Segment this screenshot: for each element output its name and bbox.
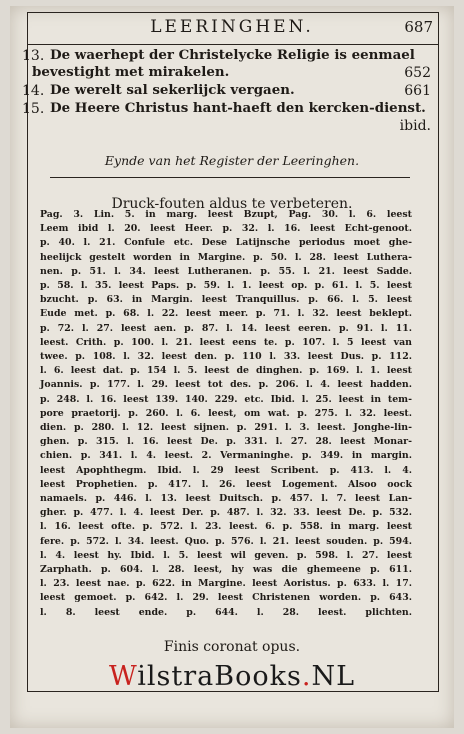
entry-text: De waerhept der Christelycke Religie is eenmael — [50, 47, 415, 63]
errata-line: twee. p. 108. l. 32. leest den. p. 110 l. 33. leest Dus. p. 112. — [40, 351, 412, 362]
errata-line: dien. p. 280. l. 12. leest sijnen. p. 291. l. 3. leest. Jonghe-lin- — [40, 422, 412, 433]
watermark-name: ilstraBooks — [137, 661, 302, 692]
errata-line: l. 16. leest ofte. p. 572. l. 23. leest. 6. p. 558. in marg. leest — [40, 521, 412, 533]
register-end-line: Eynde van het Register der Leeringhen. — [104, 153, 360, 168]
entry-page-ref: ibid. — [399, 118, 431, 134]
errata-line: p. 72. l. 27. leest aen. p. 87. l. 14. leest eeren. p. 91. l. 11. — [40, 322, 412, 334]
errata-line: l. 23. leest nae. p. 622. in Margine. leest Aoristus. p. 633. l. 17. — [40, 578, 412, 590]
watermark-logo — [27, 661, 437, 692]
entry-text: bevestight met mirakelen. — [32, 64, 230, 80]
errata-line: gher. p. 477. l. 4. leest Der. p. 487. l. 32. 33. leest De. p. 532. — [40, 507, 412, 519]
errata-line: Leem ibid l. 20. leest Heer. p. 32. l. 16. leest Echt-genoot. — [40, 223, 412, 235]
errata-line: nen. p. 51. l. 34. leest Lutheranen. p. 55. l. 21. leest Sadde. — [40, 265, 412, 277]
errata-line: leest Apophthegm. Ibid. l. 29 leest Scribent. p. 413. l. 4. — [40, 464, 412, 476]
watermark-suffix: NL — [311, 661, 355, 692]
errata-line: leest. Crith. p. 100. l. 21. leest eens te. p. 107. l. 5 leest van — [40, 336, 412, 348]
errata-line: pore praetorij. p. 260. l. 6. leest, om wat. p. 275. l. 32. leest. — [40, 407, 412, 419]
errata-line: ghen. p. 315. l. 16. leest De. p. 331. l. 27. 28. leest Monar- — [40, 436, 412, 448]
errata-line: fere. p. 572. l. 34. leest. Quo. p. 576. l. 21. leest souden. p. 594. — [40, 535, 412, 547]
running-head — [27, 15, 437, 43]
errata-line: Zarphath. p. 604. l. 28. leest, hy was die ghemeene p. 611. — [40, 564, 412, 575]
errata-line: heelijck gestelt worden in Margine. p. 50. l. 28. leest Luthera- — [40, 251, 412, 263]
errata-line: p. 40. l. 21. Confule etc. Dese Latijnsche periodus moet ghe- — [40, 237, 412, 249]
errata-line: l. 4. leest hy. Ibid. l. 5. leest wil geven. p. 598. l. 27. leest — [40, 549, 412, 561]
book-page — [10, 6, 454, 728]
watermark-dot: . — [301, 661, 312, 692]
errata-line: p. 248. l. 16. leest 139. 140. 229. etc. Ibid. l. 25. leest in tem- — [40, 393, 412, 405]
errata-line: Pag. 3. Lin. 5. in marg. leest Bzupt, Pag. 30. l. 6. leest — [40, 209, 412, 220]
errata-line: chien. p. 341. l. 4. leest. 2. Vermaninghe. p. 349. in margin. — [40, 450, 412, 462]
entry-page-ref: 661 — [404, 83, 431, 99]
section-divider — [50, 177, 410, 178]
errata-line: Eude met. p. 68. l. 22. leest meer. p. 71. l. 32. leest beklept. — [40, 308, 412, 320]
finis-line: Finis coronat opus. — [163, 639, 301, 655]
head-rule — [27, 44, 439, 45]
running-title: LEERINGHEN. — [150, 17, 314, 37]
watermark-first-letter: W — [109, 661, 138, 692]
page-number: 687 — [404, 18, 433, 36]
errata-line: Joannis. p. 177. l. 29. leest tot des. p. 206. l. 4. leest hadden. — [40, 379, 412, 391]
entry-number: 14. — [22, 83, 45, 99]
errata-line: leest Prophetien. p. 417. l. 26. leest Logement. Alsoo oock — [40, 478, 412, 490]
errata-heading: Druck-fouten aldus te verbeteren. — [111, 196, 353, 212]
errata-line: p. 58. l. 35. leest Paps. p. 59. l. 1. leest op. p. 61. l. 5. leest — [40, 280, 412, 291]
errata-line: l. 6. leest dat. p. 154 l. 5. leest de dinghen. p. 169. l. 1. leest — [40, 365, 412, 377]
entry-text: De werelt sal sekerlijck vergaen. — [50, 82, 295, 98]
entry-number: 15. — [22, 101, 45, 117]
entry-page-ref: 652 — [404, 65, 431, 81]
errata-line: bzucht. p. 63. in Margin. leest Tranquillus. p. 66. l. 5. leest — [40, 294, 412, 306]
errata-line: leest gemoet. p. 642. l. 29. leest Christenen worden. p. 643. — [40, 592, 412, 604]
errata-line: namaels. p. 446. l. 13. leest Duitsch. p. 457. l. 7. leest Lan- — [40, 493, 412, 504]
entry-text: De Heere Christus hant-haeft den kercken-dienst. — [50, 100, 426, 116]
entry-number: 13. — [22, 48, 45, 64]
errata-line: l. 8. leest ende. p. 644. l. 28. leest. plichten. — [40, 606, 412, 618]
